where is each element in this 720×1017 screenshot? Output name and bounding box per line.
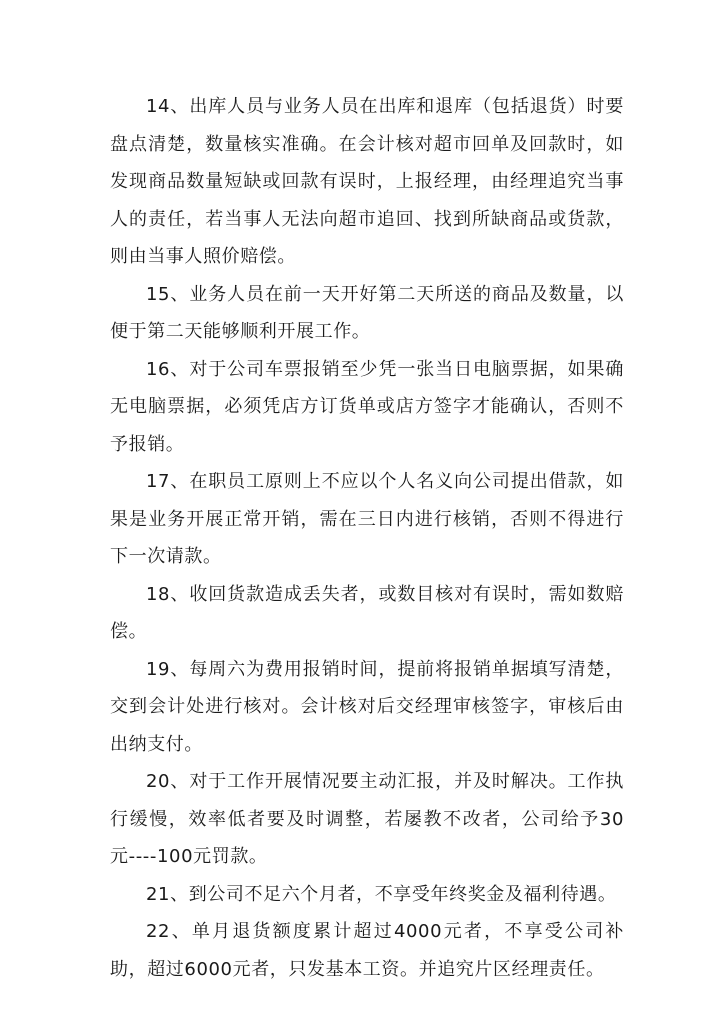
paragraph-18: 18、收回货款造成丢失者，或数目核对有误时，需如数赔偿。 — [110, 583, 624, 642]
paragraph-15: 15、业务人员在前一天开好第二天所送的商品及数量，以便于第二天能够顺利开展工作。 — [110, 283, 624, 342]
paragraph-21: 21、到公司不足六个月者，不享受年终奖金及福利待遇。 — [146, 883, 617, 905]
paragraph-20: 20、对于工作开展情况要主动汇报，并及时解决。工作执行缓慢，效率低者要及时调整，若屡教不改者，公司给予30元----100元罚款。 — [110, 771, 624, 867]
paragraph-14: 14、出库人员与业务人员在出库和退库（包括退货）时要盘点清楚，数量核实准确。在会计核对超市回单及回款时，如发现商品数量短缺或回款有误时，上报经理，由经理追究当事人的责任，若当事人无法向超市追回、找到所缺商品或货款，则由当事人照价赔偿。 — [110, 96, 624, 267]
paragraph-17: 17、在职员工原则上不应以个人名义向公司提出借款，如果是业务开展正常开销，需在三日内进行核销，否则不得进行下一次请款。 — [110, 471, 624, 567]
paragraph-16: 16、对于公司车票报销至少凭一张当日电脑票据，如果确无电脑票据，必须凭店方订货单或店方签字才能确认，否则不予报销。 — [110, 358, 624, 455]
paragraph-19: 19、每周六为费用报销时间，提前将报销单据填写清楚，交到会计处进行核对。会计核对后交经理审核签字，审核后由出纳支付。 — [110, 658, 624, 755]
paragraph-22: 22、单月退货额度累计超过4000元者，不享受公司补助，超过6000元者，只发基本工资。并追究片区经理责任。 — [110, 921, 624, 980]
document-body — [110, 88, 624, 988]
